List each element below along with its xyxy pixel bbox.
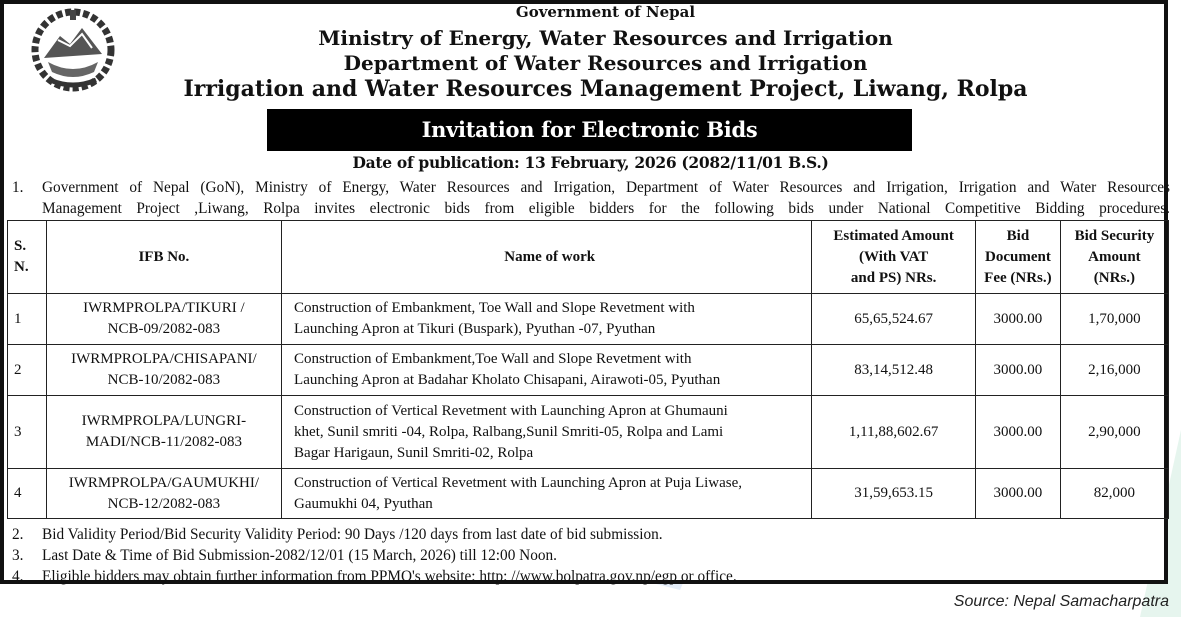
ministry-name: Ministry of Energy, Water Resources and Irrigation — [318, 26, 893, 50]
intro-line-2: Management Project ,Liwang, Rolpa invites electronic bids from eligible bidders for the following bids under National Competitive Bidding procedures. — [42, 200, 1170, 217]
header-fee: Bid Document Fee (NRs.) — [975, 221, 1060, 294]
cell-ifb: IWRMPROLPA/GAUMUKHI/ NCB-12/2082-083 — [46, 469, 281, 519]
intro-paragraph — [12, 177, 1170, 219]
cell-estimate: 1,11,88,602.67 — [812, 396, 976, 469]
cell-security: 1,70,000 — [1060, 294, 1168, 345]
page-title: Invitation for Electronic Bids — [267, 109, 912, 151]
note-item: 2. Bid Validity Period/Bid Security Validity Period: 90 Days /120 days from last date of bid submission. — [12, 526, 663, 543]
cell-ifb: IWRMPROLPA/LUNGRI- MADI/NCB-11/2082-083 — [46, 396, 281, 469]
source-credit: Source: Nepal Samacharpatra — [953, 593, 1169, 610]
cell-estimate: 83,14,512.48 — [812, 345, 976, 396]
intro-number: 1. — [12, 179, 24, 196]
table-row — [8, 469, 1169, 519]
cell-estimate: 65,65,524.67 — [812, 294, 976, 345]
notes-list — [12, 524, 737, 587]
cell-security: 82,000 — [1060, 469, 1168, 519]
cell-security: 2,90,000 — [1060, 396, 1168, 469]
publication-date: Date of publication: 13 February, 2026 (2082/11/01 B.S.) — [352, 153, 829, 172]
cell-ifb: IWRMPROLPA/CHISAPANI/ NCB-10/2082-083 — [46, 345, 281, 396]
department-name: Department of Water Resources and Irrigation — [343, 51, 868, 75]
header-estimate: Estimated Amount (With VAT and PS) NRs. — [812, 221, 976, 294]
bids-table — [7, 220, 1169, 519]
table-header-row — [8, 221, 1169, 294]
government-name: Government of Nepal — [515, 3, 696, 21]
cell-fee: 3000.00 — [975, 345, 1060, 396]
header-ifb: IFB No. — [46, 221, 281, 294]
cell-work: Construction of Embankment,Toe Wall and Slope Revetment with Launching Apron at Badahar Kholato Chisapani, Airawoti-05, Pyuthan — [282, 345, 812, 396]
cell-sn: 1 — [8, 294, 47, 345]
table-row — [8, 294, 1169, 345]
cell-work: Construction of Vertical Revetment with Launching Apron at Puja Liwase, Gaumukhi 04, Pyuthan — [282, 469, 812, 519]
cell-estimate: 31,59,653.15 — [812, 469, 976, 519]
header-security: Bid Security Amount (NRs.) — [1060, 221, 1168, 294]
cell-fee: 3000.00 — [975, 294, 1060, 345]
cell-sn: 3 — [8, 396, 47, 469]
note-item: 4. Eligible bidders may obtain further information from PPMO's website: http: //www.bolpatra.gov.np/egp or office. — [12, 568, 737, 585]
cell-sn: 4 — [8, 469, 47, 519]
cell-fee: 3000.00 — [975, 469, 1060, 519]
cell-fee: 3000.00 — [975, 396, 1060, 469]
header-sn: S. N. — [8, 221, 47, 294]
cell-security: 2,16,000 — [1060, 345, 1168, 396]
table-row — [8, 345, 1169, 396]
note-item: 3. Last Date & Time of Bid Submission-2082/12/01 (15 March, 2026) till 12:00 Noon. — [12, 547, 557, 564]
header-work: Name of work — [282, 221, 812, 294]
cell-ifb: IWRMPROLPA/TIKURI / NCB-09/2082-083 — [46, 294, 281, 345]
cell-work: Construction of Vertical Revetment with Launching Apron at Ghumauni khet, Sunil smriti -04, Rolpa, Ralbang,Sunil Smriti-05, Rolpa and Lami Bagar Harigaun, Sunil Smriti-02, Rolpa — [282, 396, 812, 469]
table-row — [8, 396, 1169, 469]
intro-line-1: Government of Nepal (GoN), Ministry of Energy, Water Resources and Irrigation, Department of Water Resources and Irrigation, Irrigation and Water Resources — [42, 179, 1170, 196]
cell-work: Construction of Embankment, Toe Wall and Slope Revetment with Launching Apron at Tikuri (Buspark), Pyuthan -07, Pyuthan — [282, 294, 812, 345]
cell-sn: 2 — [8, 345, 47, 396]
project-name: Irrigation and Water Resources Management Project, Liwang, Rolpa — [183, 76, 1028, 102]
